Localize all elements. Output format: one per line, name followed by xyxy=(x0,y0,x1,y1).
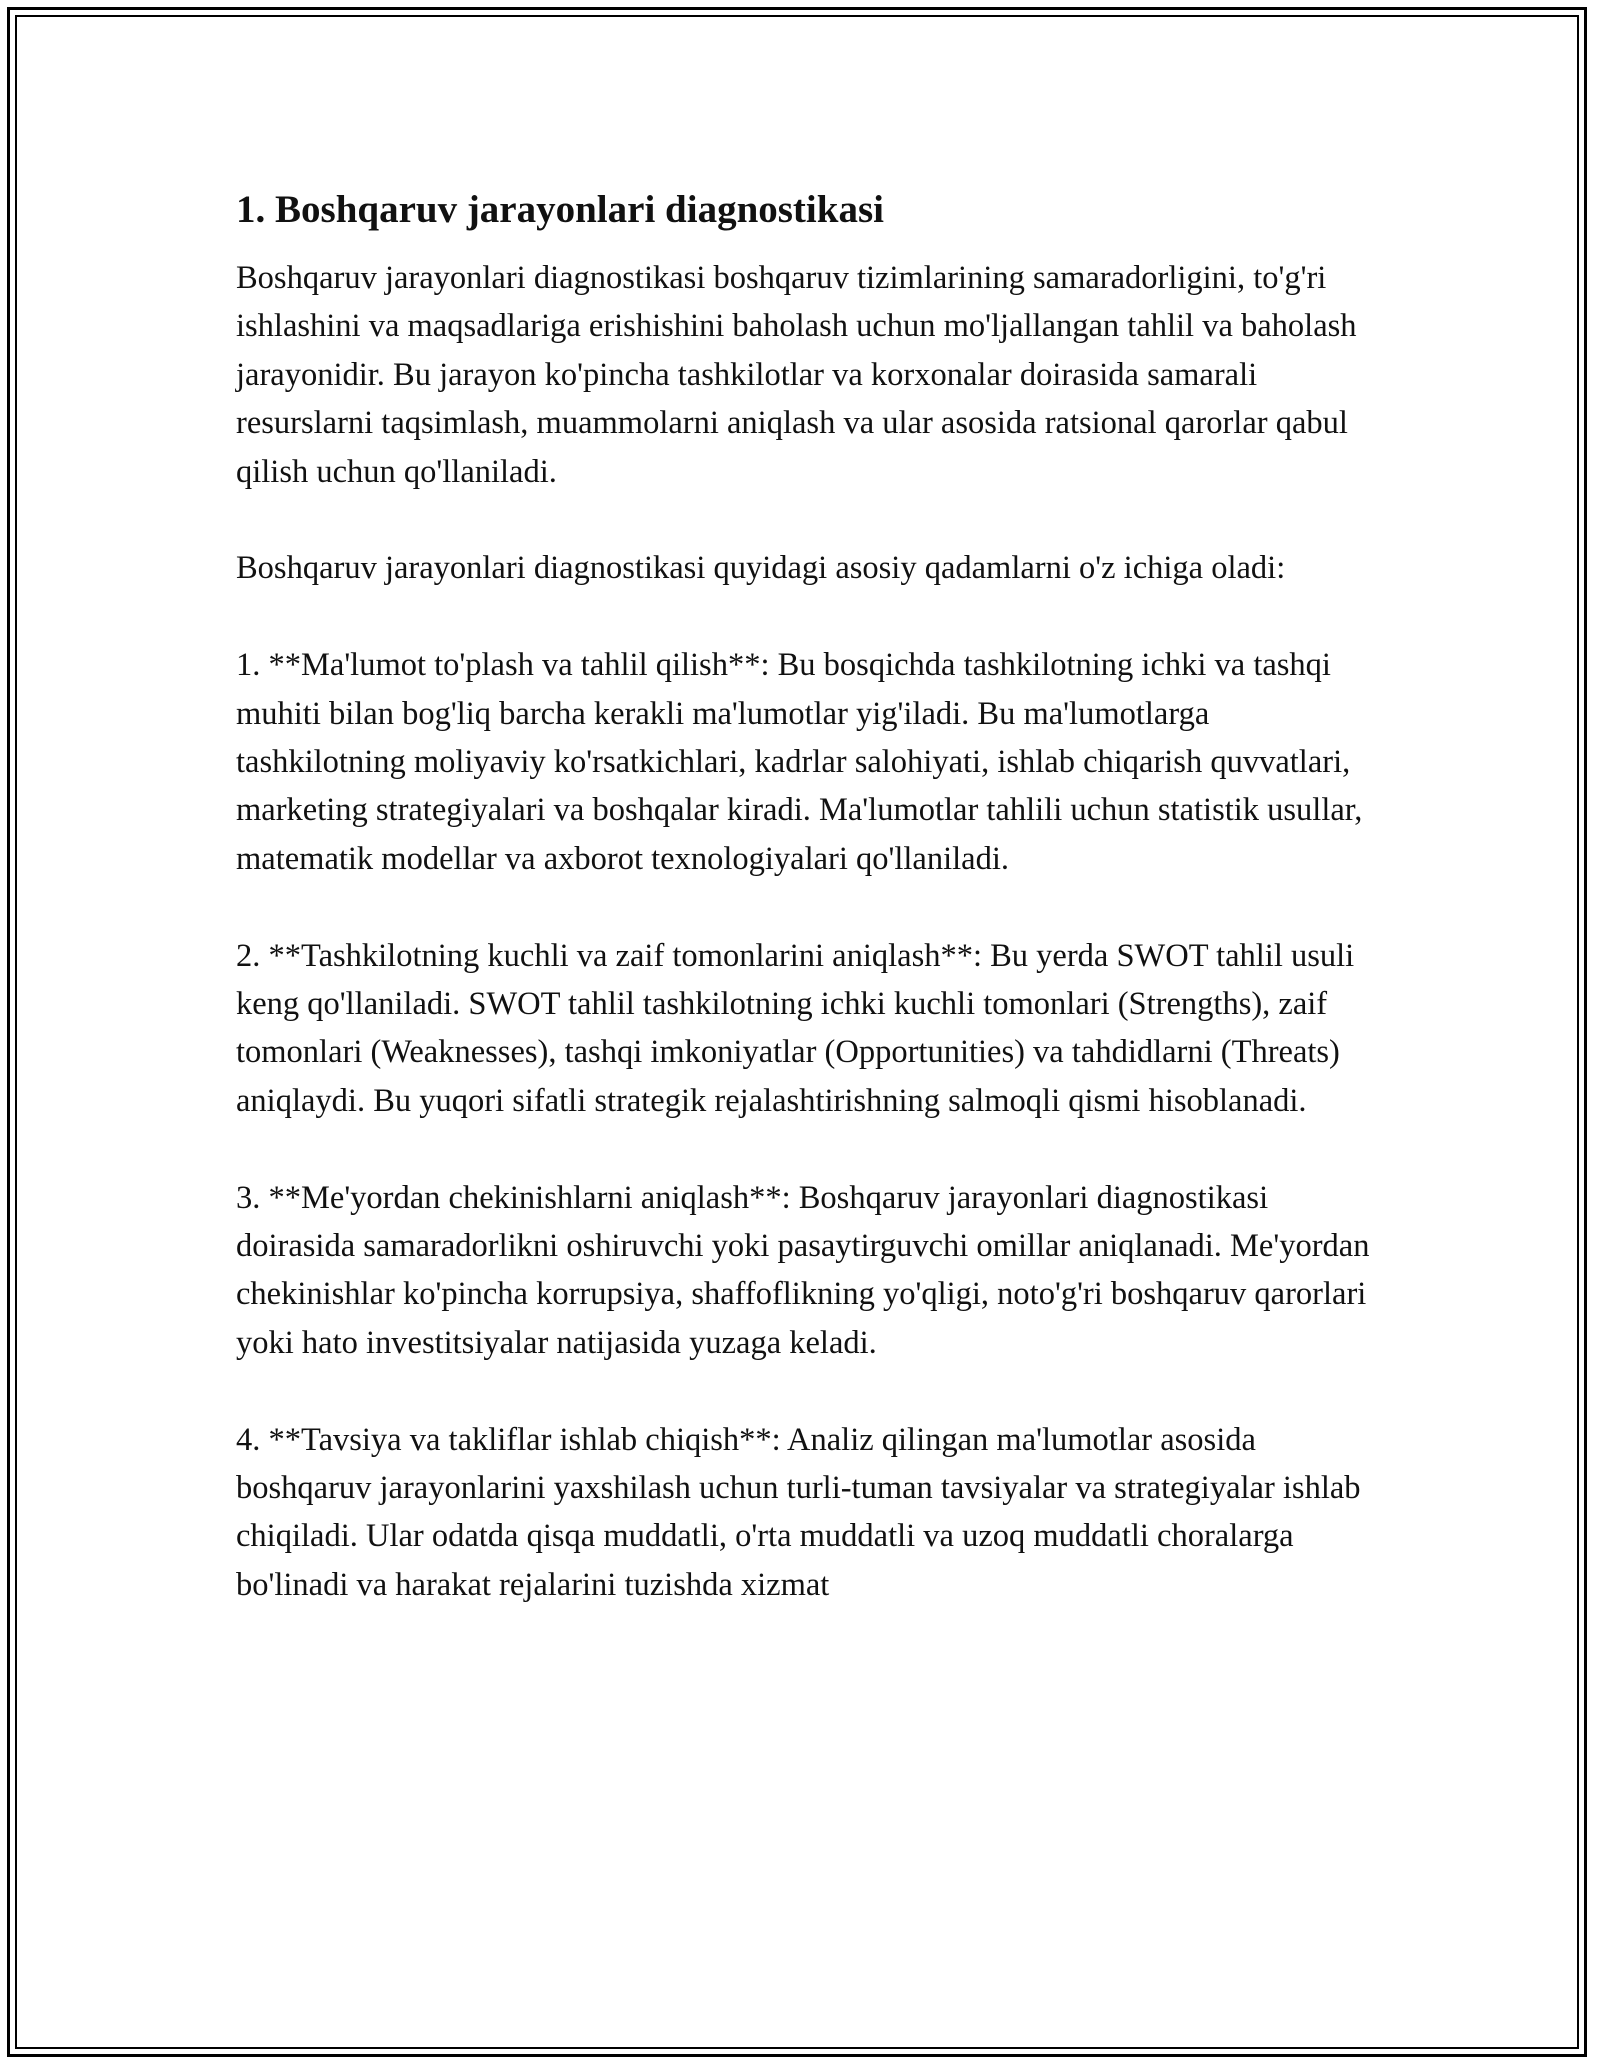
intro-paragraph: Boshqaruv jarayonlari diagnostikasi boshqaruv tizimlarining samaradorligini, to'g'ri ishlashini va maqsadlariga erishishini baholash uchun mo'ljallangan tahlil va baholash jarayonidir. Bu jarayon ko'pincha tashkilotlar va korxonalar doirasida samarali resurslarni taqsimlash, muammolarni aniqlash va ular asosida ratsional qarorlar qabul qilish uchun qo'llaniladi. xyxy=(236,260,1357,490)
step-4-paragraph: 4. **Tavsiya va takliflar ishlab chiqish**: Analiz qilingan ma'lumotlar asosida boshqaruv jarayonlarini yaxshilash uchun turli-tuman tavsiyalar va strategiyalar ishlab chiqiladi. Ular odatda qisqa muddatli, o'rta muddatli va uzoq muddatli choralarga bo'linadi va harakat rejalarini tuzishda xizmat xyxy=(236,1421,1361,1603)
steps-intro-paragraph: Boshqaruv jarayonlari diagnostikasi quyidagi asosiy qadamlarni o'z ichiga oladi: xyxy=(236,550,1286,587)
step-1-paragraph: 1. **Ma'lumot to'plash va tahlil qilish**: Bu bosqichda tashkilotning ichki va tashqi muhiti bilan bog'liq barcha kerakli ma'lumotlar yig'iladi. Bu ma'lumotlarga tashkilotning moliyaviy ko'rsatkichlari, kadrlar salohiyati, ishlab chiqarish quvvatlari, marketing strategiyalari va boshqalar kiradi. Ma'lumotlar tahlili uchun statistik usullar, matematik modellar va axborot texnologiyalari qo'llaniladi. xyxy=(236,647,1363,877)
section-heading: 1. Boshqaruv jarayonlari diagnostikasi xyxy=(236,188,884,231)
step-2-paragraph: 2. **Tashkilotning kuchli va zaif tomonlarini aniqlash**: Bu yerda SWOT tahlil usuli keng qo'llaniladi. SWOT tahlil tashkilotning ichki kuchli tomonlari (Strengths), zaif tomonlari (Weaknesses), tashqi imkoniyatlar (Opportunities) va tahdidlarni (Threats) aniqlaydi. Bu yuqori sifatli strategik rejalashtirishning salmoqli qismi hisoblanadi. xyxy=(236,937,1355,1119)
step-3-paragraph: 3. **Me'yordan chekinishlarni aniqlash**: Boshqaruv jarayonlari diagnostikasi doirasida samaradorlikni oshiruvchi yoki pasaytirguvchi omillar aniqlanadi. Me'yordan chekinishlar ko'pincha korrupsiya, shaffoflikning yo'qligi, noto'g'ri boshqaruv qarorlari yoki hato investitsiyalar natijasida yuzaga keladi. xyxy=(236,1179,1370,1361)
document-body xyxy=(236,186,1376,1609)
